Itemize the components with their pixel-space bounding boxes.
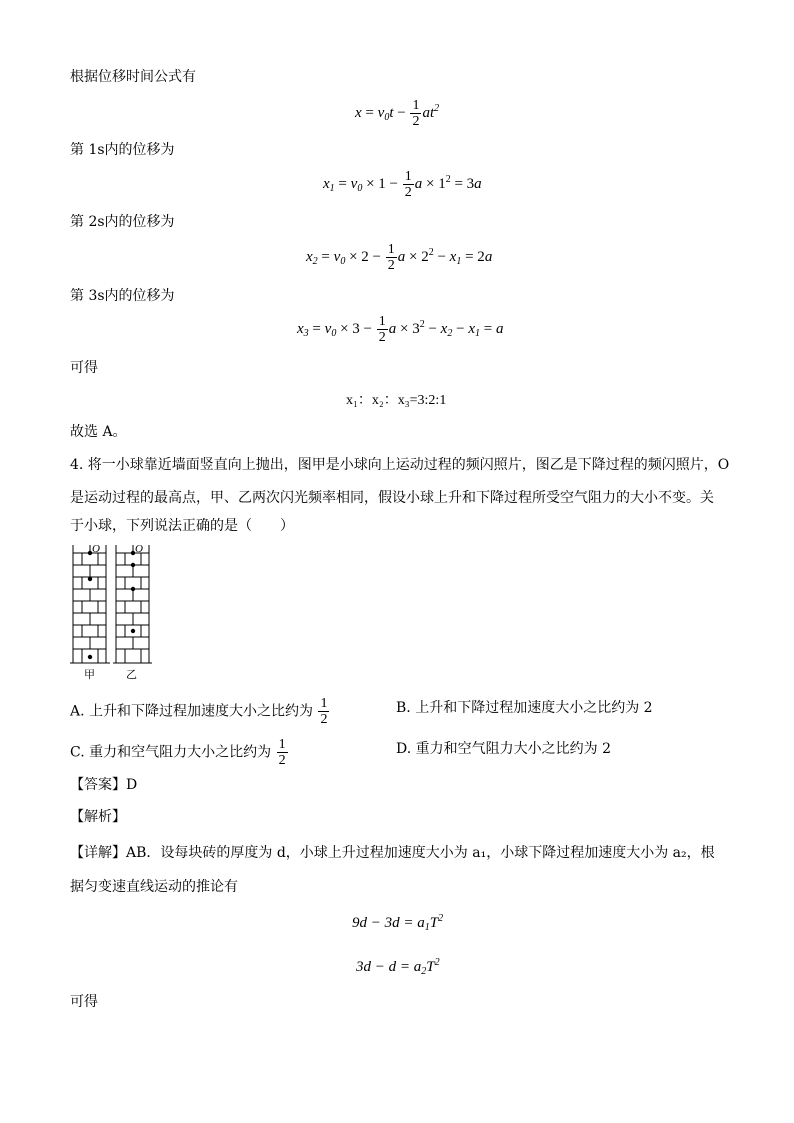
- ball-b-3b: [131, 587, 135, 591]
- brick-wall-svg: [70, 543, 160, 681]
- text-line-choose-a: 故选 A。: [70, 424, 127, 440]
- option-c-fraction: $\frac{1}{2}$: [278, 737, 286, 768]
- equation-x1: $x_1 = v_0 \times 1$ − $\frac{1}{2}$ $a \times 1^2 = 3a$: [323, 169, 482, 200]
- ball-b-3: [88, 655, 92, 659]
- analysis-heading: 【解析】: [70, 809, 126, 825]
- question-4-line-1: 4. 将一小球靠近墙面竖直向上抛出，图甲是小球向上运动过程的频闪照片，图乙是下降过程的频闪照片，O: [70, 457, 730, 473]
- option-a-fraction: $\frac{1}{2}$: [320, 696, 328, 727]
- equation-displacement-formula: $x = v_0t$ − $\frac{1}{2}$ $at^2$: [355, 98, 440, 129]
- text-line-2: 第 1s内的位移为: [70, 142, 175, 158]
- label-o-right: O: [135, 543, 143, 555]
- text-line-3: 第 2s内的位移为: [70, 214, 175, 230]
- equation-rise: $9d - 3d = a_1T^2$: [352, 913, 444, 933]
- ball-b-2: [131, 563, 135, 567]
- option-a-text: A. 上升和下降过程加速度大小之比约为: [70, 703, 314, 720]
- question-4-line-3: 于小球，下列说法正确的是（ ）: [70, 518, 294, 534]
- text-line-4: 第 3s内的位移为: [70, 288, 175, 304]
- detail-line-2: 据匀变速直线运动的推论有: [70, 879, 238, 895]
- option-b[interactable]: B. 上升和下降过程加速度大小之比约为 2: [396, 700, 653, 716]
- equation-fall: $3d - d = a_2T^2$: [356, 957, 440, 977]
- detail-line-1: 【详解】AB．设每块砖的厚度为 d，小球上升过程加速度大小为 a₁，小球下降过程加速度大小为 a₂，根: [70, 845, 715, 861]
- answer-line: 【答案】D: [70, 777, 138, 793]
- equation-x3: $x_3 = v_0 \times 3$ − $\frac{1}{2}$ $a \times 3^2 - x_2 - x_1 = a$: [297, 314, 504, 345]
- equation-x2: $x_2 = v_0 \times 2$ − $\frac{1}{2}$ $a \times 2^2 - x_1 = 2a$: [306, 242, 493, 273]
- brick-wall-figure: [70, 543, 160, 685]
- text-line-1: 根据位移时间公式有: [70, 69, 196, 85]
- option-a[interactable]: [70, 696, 330, 727]
- option-c[interactable]: [70, 737, 289, 768]
- final-line: 可得: [70, 994, 98, 1010]
- label-yi: 乙: [126, 668, 137, 681]
- label-jia: 甲: [84, 668, 95, 681]
- option-c-text: C. 重力和空气阻力大小之比约为: [70, 744, 272, 761]
- ratio-line: x₁：x₂：x₃=3:2:1: [346, 393, 447, 408]
- ball-b-4: [131, 629, 135, 633]
- question-4-line-2: 是运动过程的最高点，甲、乙两次闪光频率相同，假设小球上升和下降过程所受空气阻力的大小不变。关: [70, 490, 714, 506]
- label-o-left: O: [92, 543, 100, 555]
- ball-a-2: [88, 577, 92, 581]
- option-d[interactable]: D. 重力和空气阻力大小之比约为 2: [396, 741, 611, 757]
- text-line-5: 可得: [70, 360, 98, 376]
